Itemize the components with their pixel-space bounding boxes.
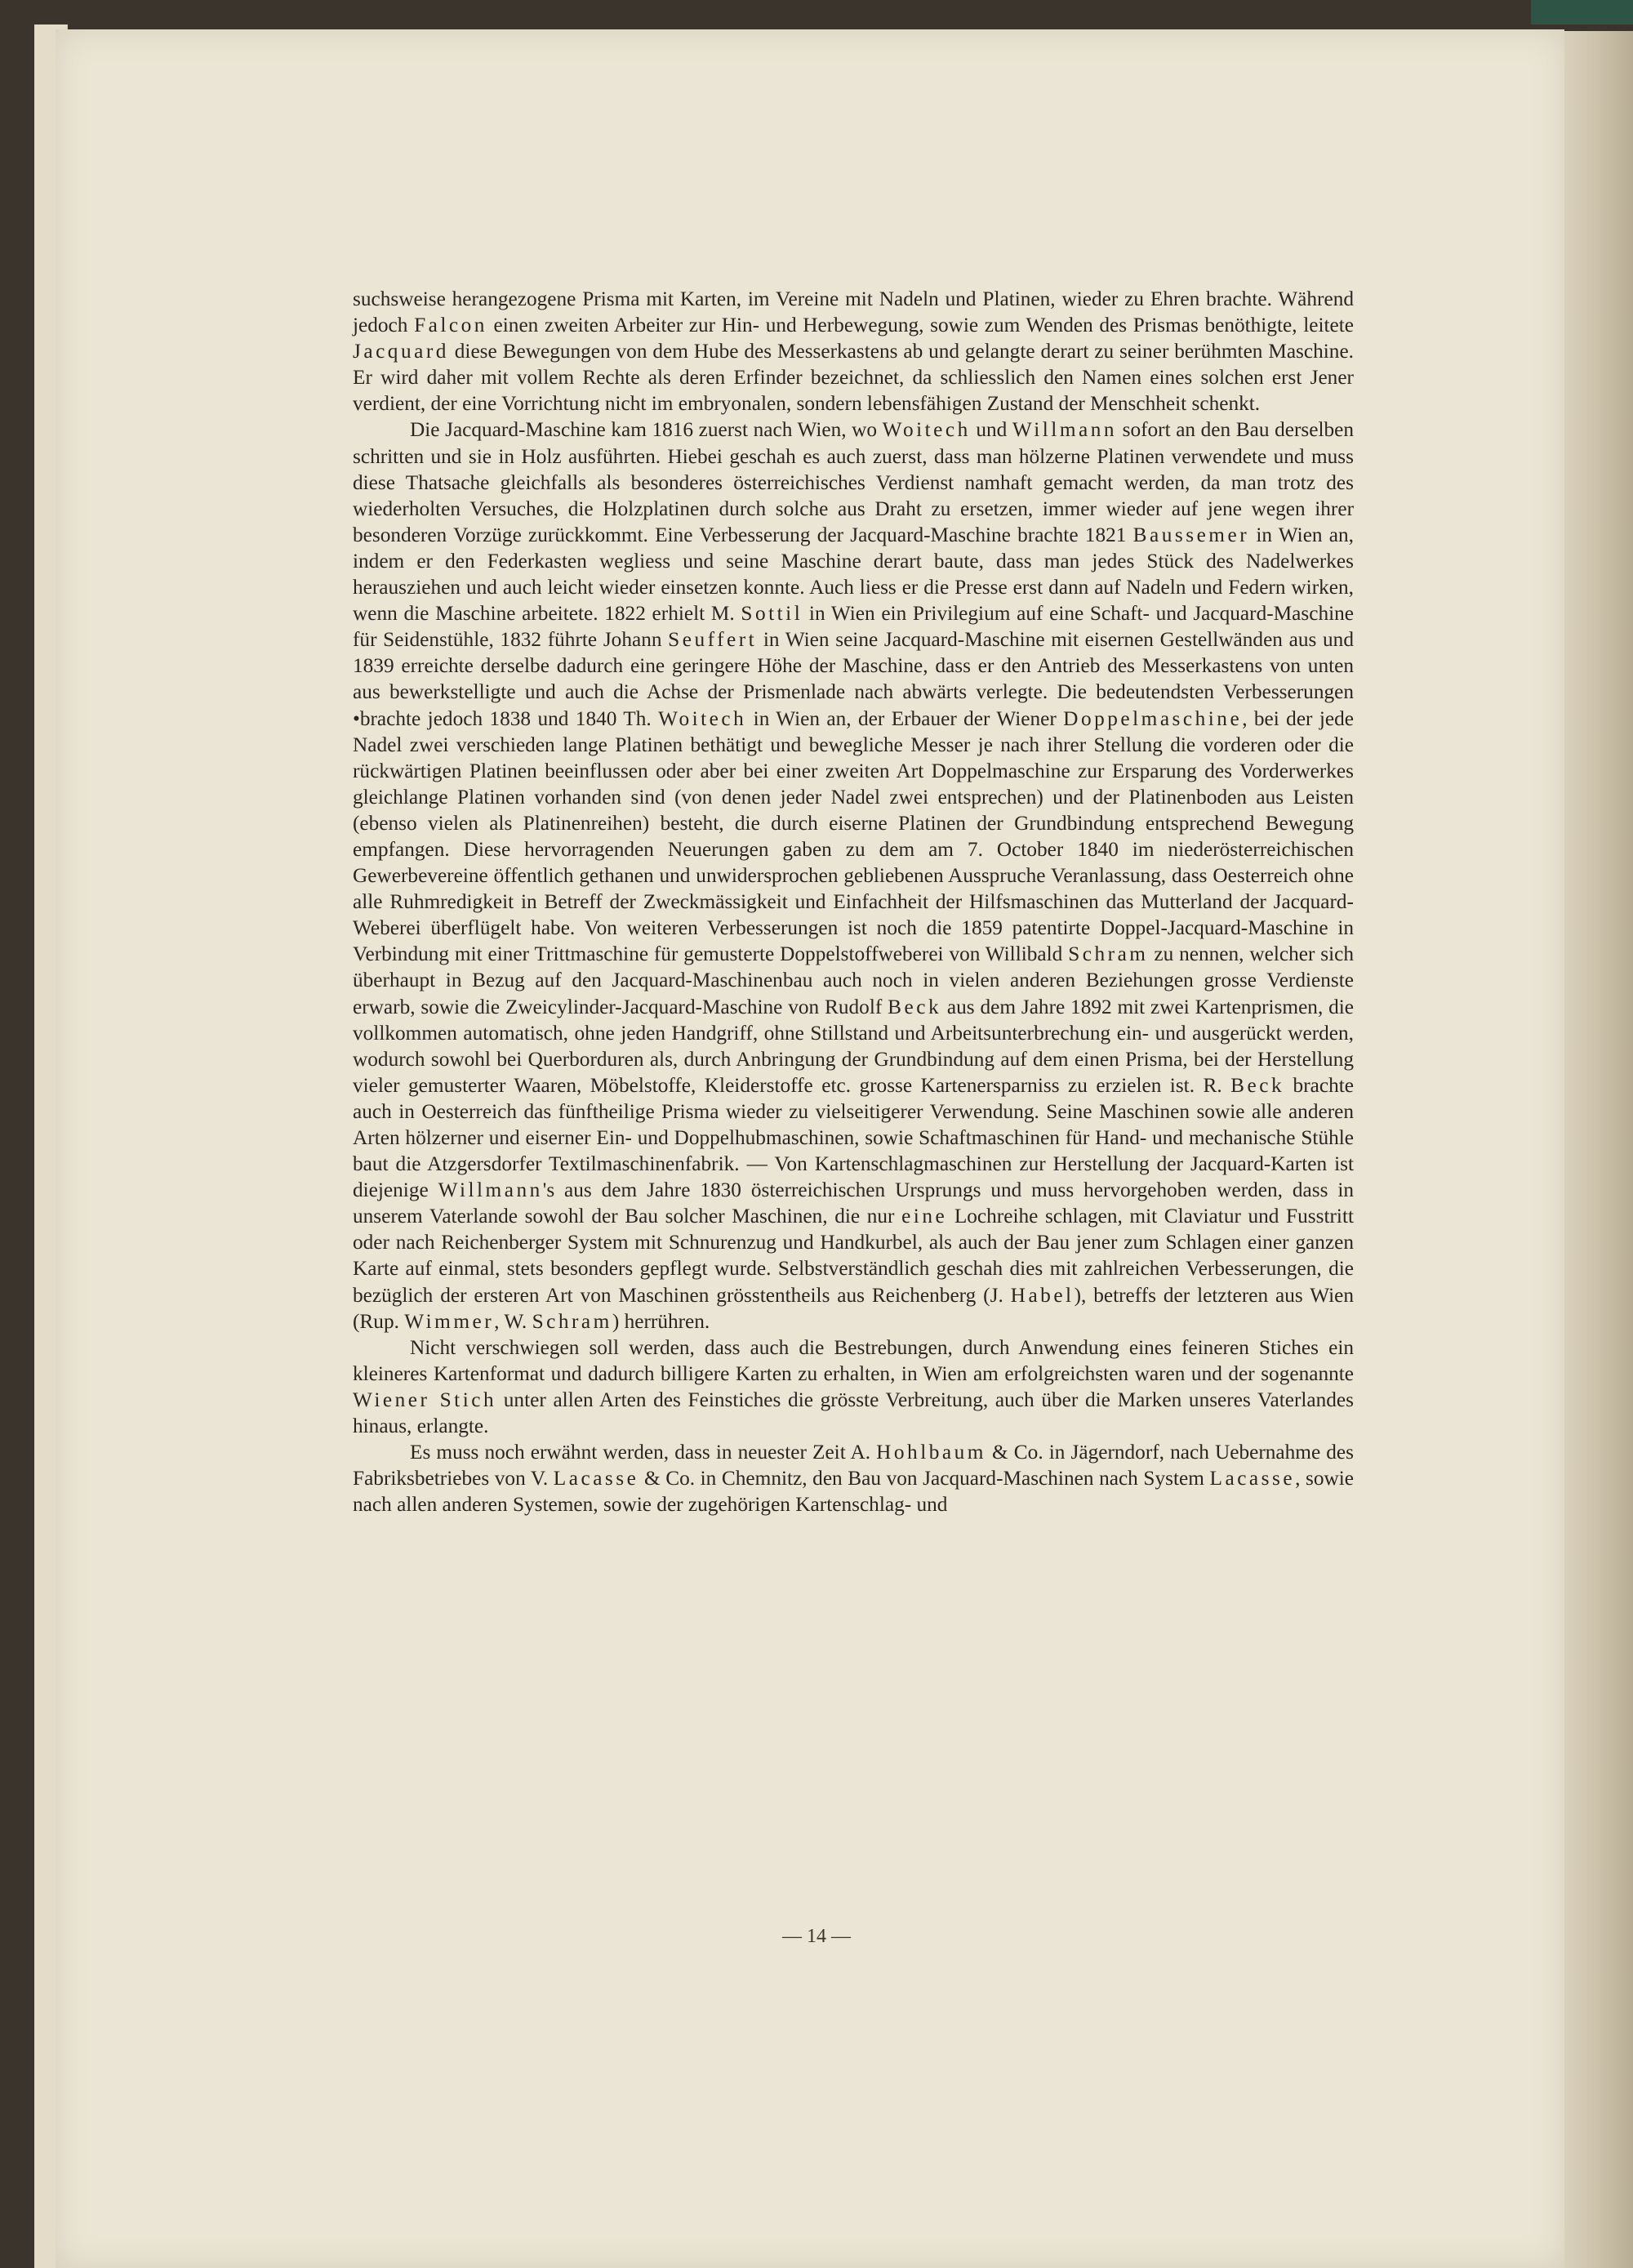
spaced-name: Beck <box>1230 1073 1285 1097</box>
text-run: zu nennen, welcher sich überhaupt in Bezug auf den Jacquard-Maschinenbau auch noch in vielen anderen Beziehungen grosse Verdienste erwarb, sowie die Zweicylinder-Jacquard-Maschine von Rudolf <box>353 942 1354 1018</box>
spaced-name: Wiener Stich <box>353 1388 497 1411</box>
text-run: Die Jacquard-Maschine kam 1816 zuerst nach Wien, wo <box>410 418 883 442</box>
spaced-name: Habel <box>1010 1283 1075 1307</box>
spaced-name: Hohlbaum <box>876 1441 986 1464</box>
text-run: und <box>970 418 1012 442</box>
text-run: unter allen Arten des Feinstiches die grösste Verbreitung, auch über die Marken unseres Vaterlandes hinaus, erlangte. <box>353 1388 1355 1438</box>
text-run: & Co. in Jägerndorf, nach Uebernahme des Fabriksbetriebes von V. <box>353 1441 1354 1490</box>
paragraph <box>353 1335 1354 1439</box>
spaced-name: Willmann <box>1012 418 1118 442</box>
spaced-name: Doppelmaschine <box>1063 706 1243 730</box>
spaced-name: Schram <box>532 1309 612 1333</box>
text-run: ) herrühren. <box>612 1309 710 1333</box>
text-run: ), betreffs der letzteren aus Wien (Rup. <box>353 1283 1354 1333</box>
text-run: brachte auch in Oesterreich das fünftheilige Prisma wieder zu vielseitigerer Verwendung. Seine Maschinen sowie alle anderen Arten hölzerner und eiserner Ein- und Doppelhubmaschinen, sowie Schaftmaschinen für Hand- und mechanische Stühle baut die Atzgersdorfer Textilmaschinenfabrik. — Von Kartenschlagmaschinen zur Herstellung der Jacquard-Karten ist diejenige <box>353 1073 1354 1202</box>
text-run: Nicht verschwiegen soll werden, dass auch die Bestrebungen, durch Anwendung eines feineren Stiches ein kleineres Kartenformat und dadurch billigere Karten zu erhalten, in Wien am erfolgreichsten waren und der sogenannte <box>353 1335 1354 1385</box>
spaced-name: Woitech <box>882 418 971 442</box>
text-run: sofort an den Bau derselben schritten und sie in Holz ausführten. Hiebei geschah es auch zuerst, dass man hölzerne Platinen verwendete und muss diese Thatsache gleichfalls als besonderes österreichisches Verdienst namhaft gemacht werden, da man trotz des wiederholten Versuches, die Holzplatinen durch solche aus Draht zu ersetzen, immer wieder auf jene wegen ihrer besonderen Vorzüge zurückkommt. Eine Verbesserung der Jacquard-Maschine brachte 1821 <box>353 418 1355 546</box>
spaced-name: Jacquard <box>353 340 449 363</box>
text-run: Es muss noch erwähnt werden, dass in neuester Zeit A. <box>410 1441 877 1464</box>
spaced-name: Sottil <box>741 602 803 626</box>
paragraph <box>353 417 1354 1334</box>
spaced-name: Schram <box>1068 942 1149 966</box>
text-run: in Wien an, der Erbauer der Wiener <box>746 706 1064 730</box>
text-run: , bei der jede Nadel zwei verschieden lange Platinen bethätigt und bewegliche Messer je nach ihrer Stellung die vorderen oder die rückwärtigen Platinen beeinflussen oder aber bei einer zweiten Art Doppelmaschine zur Ersparung des Vorderwerkes gleichlange Platinen vorhanden sind (von denen jeder Nadel zwei entsprechen) und der Platinenboden aus Leisten (ebenso vielen als Platinenreihen) besteht, die durch eiserne Platinen der Grundbindung entsprechend Bewegung empfangen. Diese hervorragenden Neuerungen gaben zu dem am 7. October 1840 im niederösterreichischen Gewerbevereine öffentlich gethanen und unwidersprochen gebliebenen Ausspruche Veranlassung, dass Oesterreich ohne alle Ruhmredigkeit in Betreff der Zweckmässigkeit und Einfachheit der Hilfsmaschinen das Mutterland der Jacquard-Weberei überflügelt habe. Von weiteren Verbesserungen ist noch die 1859 patentirte Doppel-Jacquard-Maschine in Verbindung mit einer Trittmaschine für gemusterte Doppelstoffweberei von Willibald <box>353 706 1354 966</box>
text-run: in Wien an, indem er den Federkasten wegliess und seine Maschine derart baute, dass man jedes Stück des Nadelwerkes herausziehen und auch leicht wieder einsetzen konnte. Auch liess er die Presse erst dann auf Nadeln und Federn wirken, wenn die Maschine arbeitete. 1822 erhielt M. <box>353 523 1354 626</box>
text-run: in Wien seine Jacquard-Maschine mit eisernen Gestellwänden aus und 1839 erreichte derselbe dadurch eine geringere Höhe der Maschine, dass er den Antrieb des Messerkastens von unten aus bewerkstelligte und auch die Achse der Prismenlade nach abwärts verlegte. Die bedeutendsten Verbesserungen •brachte jedoch 1838 und 1840 Th. <box>353 628 1354 730</box>
spaced-name: Lacasse <box>553 1467 639 1490</box>
text-run: & Co. in Chemnitz, den Bau von Jacquard-Maschinen nach System <box>639 1467 1210 1490</box>
text-run: einen zweiten Arbeiter zur Hin- und Herbewegung, sowie zum Wenden des Prismas benöthigte, leitete <box>487 314 1354 337</box>
paragraph <box>353 286 1354 417</box>
spaced-name: Falcon <box>414 314 487 337</box>
spaced-name: Wimmer <box>404 1309 495 1333</box>
text-run: Lochreihe schlagen, mit Claviatur und Fusstritt oder nach Reichenberger System mit Schnurenzug und Handkurbel, als auch der Bau jener zum Schlagen einer ganzen Karte auf einmal, stets besonders gepflegt wurde. Selbstverständlich geschah dies mit zahlreichen Verbesserungen, die bezüglich der ersteren Art von Maschinen grösstentheils aus Reichenberg (J. <box>353 1205 1355 1307</box>
spaced-name: Willmann <box>438 1179 543 1202</box>
body-text <box>353 286 1354 1517</box>
text-run: diese Bewegungen von dem Hube des Messerkastens ab und gelangte derart zu seiner berühmten Maschine. Er wird daher mit vollem Rechte als deren Erfinder bezeichnet, da schliesslich den Namen eines solchen erst Jener verdient, der eine Vorrichtung nicht im embryonalen, sondern lebensfähigen Zustand der Menschheit schenkt. <box>353 340 1354 416</box>
spaced-name: Baussemer <box>1132 523 1250 546</box>
text-run: suchsweise herangezogene Prisma mit Karten, im Vereine mit Nadeln und Platinen, wieder zu Ehren brachte. Während jedoch <box>353 287 1354 337</box>
paragraph <box>353 1439 1354 1517</box>
text-run: 's aus dem Jahre 1830 österreichischen Ursprungs und muss hervorgehoben werden, dass in unserem Vaterlande sowohl der Bau solcher Maschinen, die nur <box>353 1179 1354 1228</box>
text-run: in Wien ein Privilegium auf eine Schaft- und Jacquard-Maschine für Seidenstühle, 1832 führte Johann <box>353 602 1354 652</box>
spaced-name: Seuffert <box>668 628 758 652</box>
text-run: , W. <box>494 1309 532 1333</box>
spaced-name: Beck <box>888 995 942 1018</box>
page-number: — 14 — <box>782 1926 851 1947</box>
spaced-name: eine <box>901 1205 948 1228</box>
binding-tab <box>1531 0 1633 25</box>
spaced-name: Woitech <box>658 706 747 730</box>
text-run: , sowie nach allen anderen Systemen, sowie der zugehörigen Kartenschlag- und <box>353 1467 1355 1517</box>
spaced-name: Lacasse <box>1209 1467 1296 1490</box>
text-run: aus dem Jahre 1892 mit zwei Kartenprismen, die vollkommen automatisch, ohne jeden Handgriff, ohne Stillstand und Arbeitsunterbrechung ein- und ausgerückt werden, wodurch sowohl bei Querborduren als, durch Anbringung der Grundbindung auf dem einen Prisma, bei der Herstellung vieler gemusterter Waaren, Möbelstoffe, Kleiderstoffe etc. grosse Kartenersparniss zu erzielen ist. R. <box>353 995 1355 1097</box>
